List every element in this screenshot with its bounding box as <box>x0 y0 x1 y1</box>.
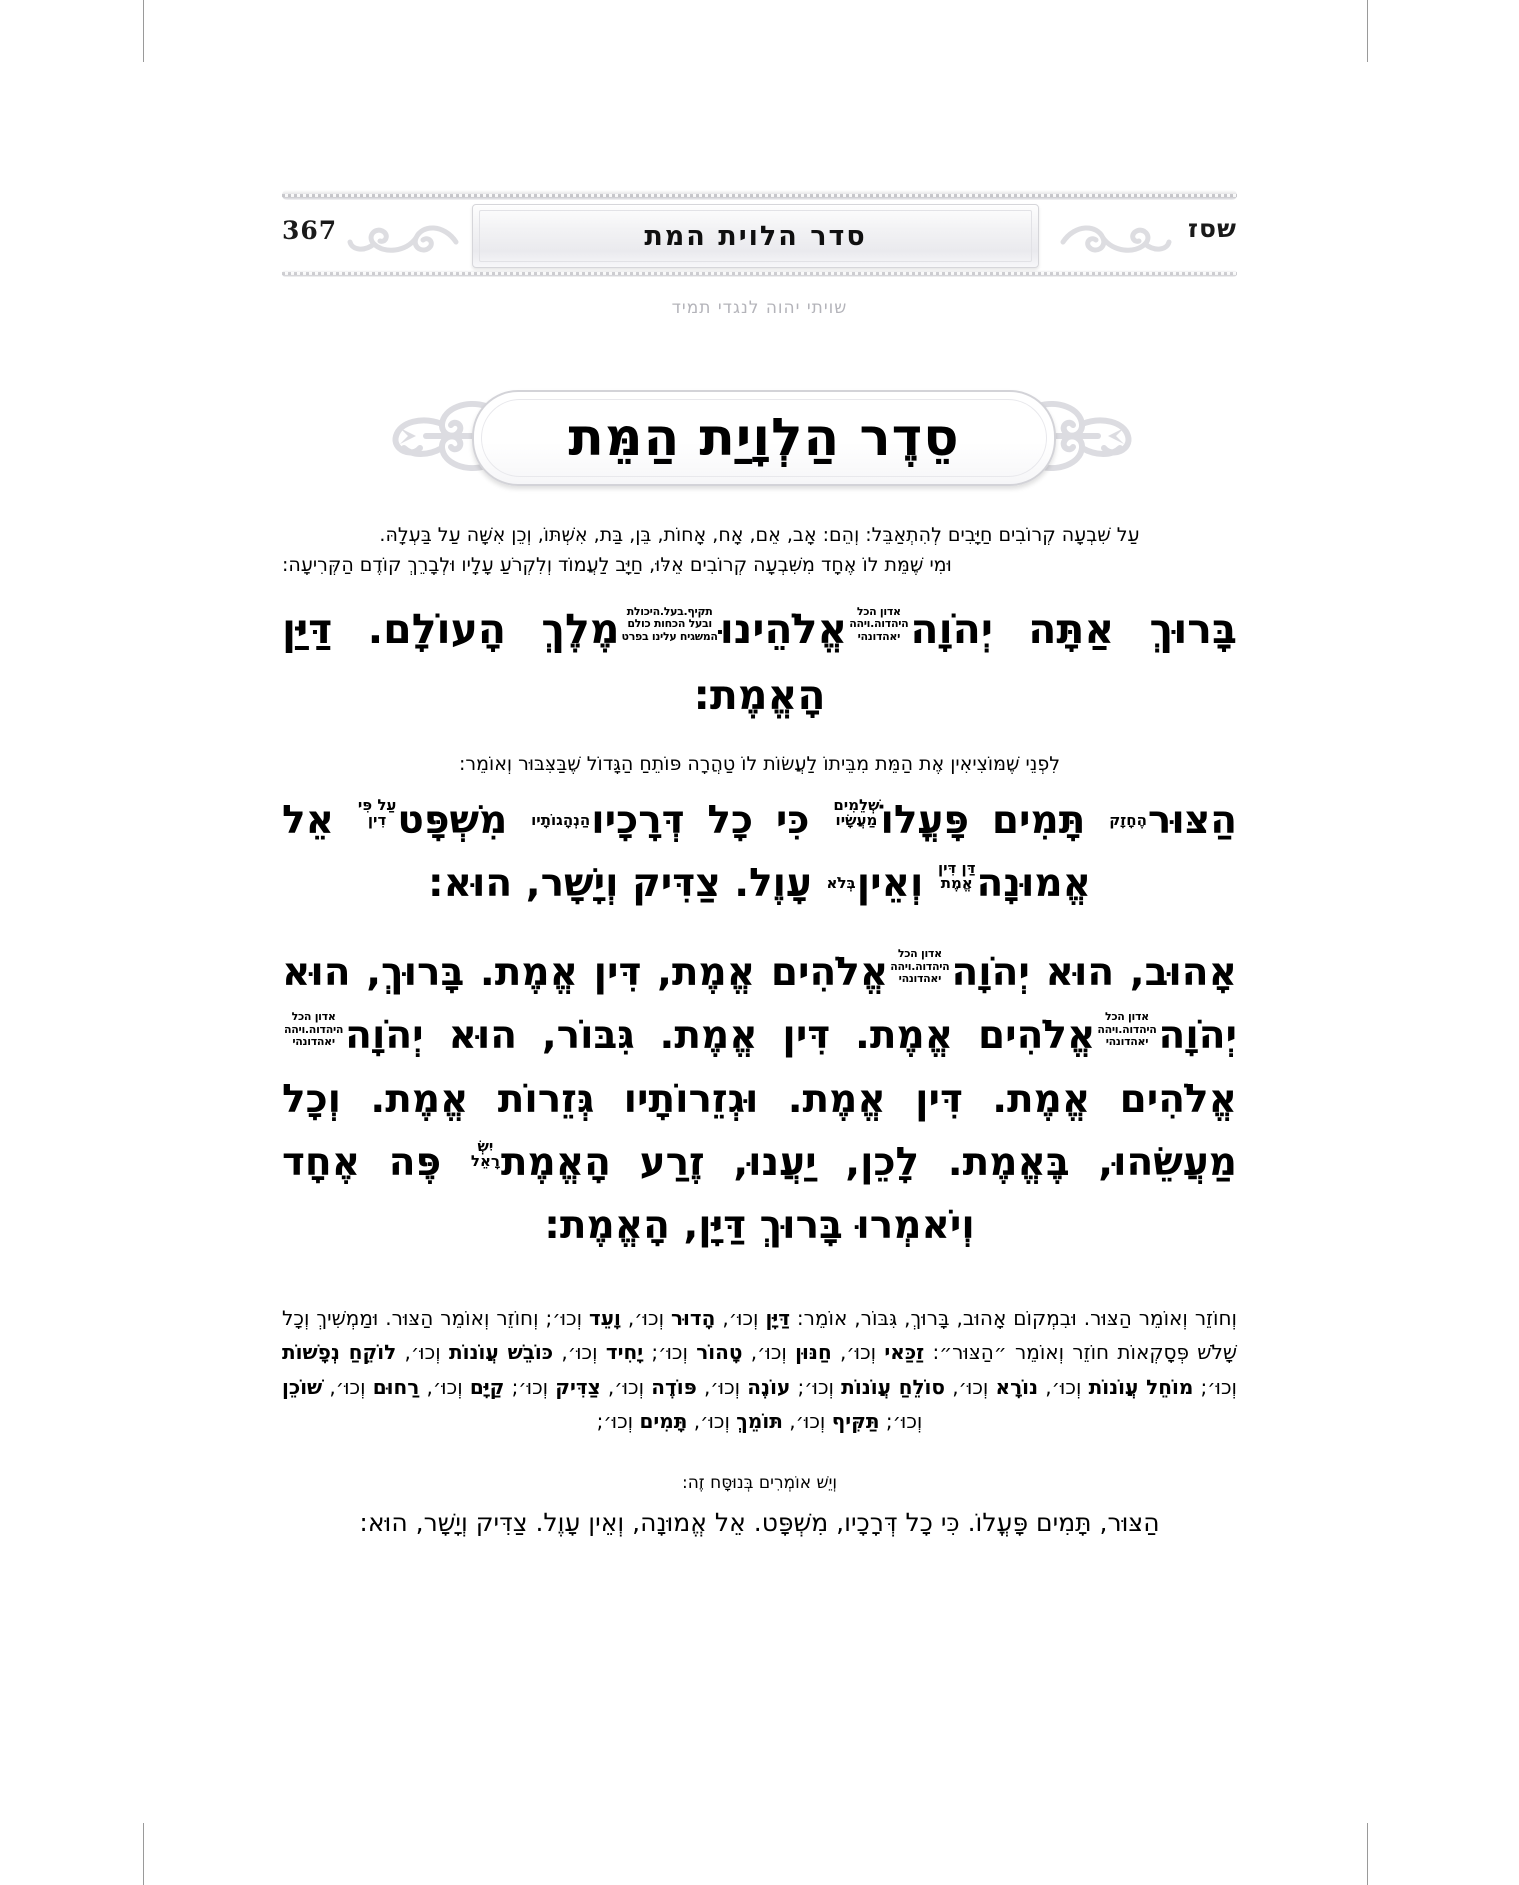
gloss-line-2: דִין <box>367 810 387 829</box>
commentary-keyword-yachid: יָחִיד <box>605 1340 644 1365</box>
commentary-text-19: וְכוּ׳; <box>879 1409 923 1434</box>
kavanah-line-3: המשגיח עלינו בפרט <box>621 629 718 643</box>
gloss-al-pi-din <box>357 795 397 829</box>
gloss-dan-din-emet <box>937 858 976 892</box>
kavanah-line-1: אדון הכל <box>856 605 901 619</box>
commentary-keyword-chanun: חַנּוּן <box>795 1340 832 1365</box>
page-title: סֵדֶר הַלְוָיַת הַמֵּת <box>568 408 960 468</box>
ahuv-segment-2: אֱלֹהִים אֱמֶת, דִּין אֱמֶת. בָּרוּךְ, הוּא יְהֹוָה <box>282 950 1237 1059</box>
gloss-hanhagotav: הַנְהָגוֹתָיו <box>531 810 591 829</box>
blessing-part-2: אֱלֹהֵינוּ <box>719 605 848 654</box>
commentary-text-8: וְכוּ׳, <box>553 1340 606 1365</box>
header-flourish-right-icon <box>1055 212 1175 260</box>
kavanah-shem-2 <box>1097 1011 1156 1048</box>
commentary-keyword-soleach: סוֹלֵחַ עֲוֹנוֹת <box>841 1374 946 1399</box>
commentary-keyword-zakai: זַכַּאי <box>884 1340 925 1365</box>
running-head-title: סדר הלוית המת <box>644 220 867 252</box>
hatzur-word-7: עָוֶל. צַדִּיק וְיָשָׁר, הוּא: <box>428 861 812 907</box>
hatzur-word-4: מִשְׁפָּט <box>397 797 508 843</box>
intro-rubric-line-1: עַל שִׁבְעָה קְרוֹבִים חַיָּבִים לְהִתְאַבֵּל: וְהֵם: אָב, אֵם, אָח, אָחוֹת, בֵּן, בַּת, אִשְׁתּוֹ, וְכֵן אִשָּׁה עַל בַּעְלָהּ. <box>379 524 1140 546</box>
commentary-text-2: וְכוּ׳, <box>715 1306 766 1331</box>
header-flourish-left-icon <box>344 212 464 260</box>
kavanah-shem-3 <box>284 1011 343 1048</box>
section-title-banner <box>382 382 1142 492</box>
commentary-keyword-tomech: תּוֹמֵךְ <box>736 1409 783 1434</box>
hatzur-word-3: כִּי כָל דְּרָכָיו <box>591 797 810 843</box>
commentary-text-21: וְכוּ׳, <box>687 1409 737 1434</box>
running-head-plate <box>472 204 1039 268</box>
gloss-line-1: שְׁלֵמִים <box>833 795 880 814</box>
commentary-keyword-kovesh: כּוֹבֵשׁ עֲוֹנוֹת <box>448 1340 554 1365</box>
alt-nusach-text: הַצּוּר, תָּמִים פָּעֳלוֹ. כִּי כָל דְּרָכָיו, מִשְׁפָּט. אֵל אֱמוּנָה, וְאֵין עָוֶל. צַדִּיק וְיָשָׁר, הוּא: <box>359 1507 1160 1537</box>
gloss-line-2: רָאֵל <box>470 1152 500 1171</box>
gloss-yisrael <box>471 1139 500 1170</box>
commentary-text-1: וְחוֹזֵר וְאוֹמֵר הַצּוּר. וּבִמְקוֹם אָהוּב, בָּרוּךְ, גִּבּוֹר, אוֹמֵר: <box>789 1306 1237 1331</box>
kavanah-shem-1 <box>890 948 949 985</box>
gloss-line-2: אֱמֶת <box>940 873 973 892</box>
commentary-text-6: וְכוּ׳, <box>742 1340 796 1365</box>
commentary-text-14: וְכוּ׳, <box>696 1374 748 1399</box>
kavanah-line-2: היהדוה.ויהה <box>849 617 909 631</box>
ahuv-segment-1: אָהוּב, הוּא יְהֹוָה <box>951 950 1237 996</box>
kavanah-shem-hashem <box>849 606 908 643</box>
tzur-rubric: לִפְנֵי שֶׁמּוֹצִיאִין אֶת הַמֵּת מִבֵּיתוֹ לַעֲשׂוֹת לוֹ טַהֲרָה פּוֹתֵחַ הַגָּדוֹל שֶׁבַּצִּבּוּר וְאוֹמֵר: <box>458 752 1060 775</box>
ahuv-segment-3: אֱלֹהִים אֱמֶת. דִּין אֱמֶת. גִּבּוֹר, הוּא יְהֹוָה <box>345 1013 1096 1059</box>
body-column <box>282 520 1237 1543</box>
commentary-text-16: וְכוּ׳; <box>504 1374 556 1399</box>
kavanah-line-1: אדון הכל <box>897 947 942 961</box>
kavanah-line-1: אדון הכל <box>1104 1010 1149 1024</box>
commentary-keyword-podeh: פּוֹדֶה <box>651 1374 697 1399</box>
gloss-line-1: עַל פִּי <box>357 795 397 814</box>
commentary-keyword-vaed: וָעֵד <box>589 1306 621 1331</box>
kavanah-line-2: היהדוה.ויהה <box>1097 1022 1157 1036</box>
gloss-line-1: יִשְׂ <box>477 1137 494 1156</box>
commentary-keyword-takif: תַּקִּיף <box>831 1409 880 1434</box>
commentary-keyword-rachum: רַחוּם <box>372 1374 420 1399</box>
blessing-dayan-haemet <box>282 596 1237 729</box>
commentary-text-7: וְכוּ׳; <box>643 1340 697 1365</box>
kavanah-elohenu <box>622 606 718 643</box>
kavanah-line-3: יאהדונהי <box>292 1035 335 1049</box>
intro-rubric-line-2: וּמִי שֶׁמֵּת לוֹ אֶחָד מִשִּׁבְעָה קְרוֹבִים אֵלּוּ, חַיָּב לַעֲמוֹד וְלִקְרֹעַ עָלָיו וּלְבָרֵךְ קוֹדֶם הַקְּרִיעָה: <box>282 554 952 577</box>
gloss-line-1: דַּן דִּין <box>937 858 976 877</box>
prayer-hatzur <box>282 789 1237 915</box>
kavanah-line-2: היהדוה.ויהה <box>890 959 950 973</box>
page-content <box>282 0 1237 1885</box>
commentary-keyword-lokeach: לוֹקֵחַ נְפָשׁוֹת <box>282 1340 397 1365</box>
blessing-part-1: בָּרוּךְ אַתָּה יְהֹוָה <box>910 605 1237 654</box>
kavanah-line-2: ובעל הכחות כולם <box>627 617 712 631</box>
header-rule-top <box>282 190 1237 200</box>
commentary-text-20: וְכוּ׳, <box>782 1409 832 1434</box>
commentary-text-11: וְכוּ׳, <box>1038 1374 1089 1399</box>
commentary-text-17: וְכוּ׳, <box>419 1374 470 1399</box>
commentary-keyword-dayan: דַּיָּן <box>765 1306 790 1331</box>
commentary-keyword-shochen: שׁוֹכֵן <box>282 1374 323 1399</box>
kavanah-line-1: תקיף.בעל.היכולת <box>626 605 713 619</box>
commentary-text-15: וְכוּ׳, <box>600 1374 652 1399</box>
commentary-keyword-hadur: הָדוּר <box>670 1306 716 1331</box>
commentary-keyword-oneh: עוֹנֶה <box>747 1374 791 1399</box>
commentary-text-13: וְכוּ׳; <box>790 1374 842 1399</box>
commentary-keyword-nora: נוֹרָא <box>995 1374 1039 1399</box>
section-title-plate <box>472 390 1056 486</box>
kavanah-line-3: יאהדונהי <box>1105 1035 1149 1049</box>
gloss-belo: בְּלֹא <box>826 873 856 892</box>
crop-mark-bottom-left <box>143 1823 144 1885</box>
kavanah-line-1: אדון הכל <box>291 1010 336 1024</box>
commentary-keyword-tamim: תָּמִים <box>639 1409 688 1434</box>
gloss-hechazak: הֶחָזָק <box>1109 810 1147 829</box>
commentary-text-12: וְכוּ׳, <box>945 1374 996 1399</box>
blessing-part-3: מֶלֶךְ הָעוֹלָם. דַּיַּן הָאֱמֶת: <box>282 605 826 720</box>
hatzur-word-5: אֵל אֱמוּנָה <box>282 797 1091 907</box>
commentary-keyword-mochel: מוֹחֵל עֲוֹנוֹת <box>1088 1374 1194 1399</box>
page-number-hebrew: שסז <box>1188 214 1237 243</box>
commentary-keyword-tzadik: צַדִּיק <box>555 1374 601 1399</box>
hatzur-word-2: תָּמִים פָּעֳלוֹ <box>880 797 1086 843</box>
header-rule-bottom <box>282 270 1237 277</box>
commentary-paragraph <box>282 1301 1237 1439</box>
commentary-text-18: וְכוּ׳, <box>322 1374 373 1399</box>
crop-mark-bottom-right <box>1367 1823 1368 1885</box>
commentary-text-3: וְכוּ׳, <box>620 1306 671 1331</box>
crop-mark-top-right <box>1367 0 1368 62</box>
prayer-ahuv <box>282 941 1237 1257</box>
kavanah-line-3: יאהדונהי <box>857 629 901 643</box>
running-head <box>282 190 1237 280</box>
commentary-keyword-tahor: טָהוֹר <box>696 1340 743 1365</box>
alt-nusach-note: וְיֵשׁ אוֹמְרִים בְּנוּסָּח זֶה: <box>681 1472 838 1493</box>
crop-mark-top-left <box>143 0 144 62</box>
ahuv-segment-4: אֱלֹהִים אֱמֶת. דִּין אֱמֶת. וּגְזֵרוֹתָיו גְּזֵרוֹת אֱמֶת. וְכָל מַעֲשֵׂהוּ, בֶּאֱמֶת. לָכֵן, יַעֲנוּ, זֶרַע הָאֱמֶת <box>282 1076 1238 1185</box>
gloss-line-2: מַעֲשָׂיו <box>835 810 878 829</box>
hatzur-word-6: וְאֵין <box>856 861 924 907</box>
kavanah-line-2: היהדוה.ויהה <box>284 1022 344 1036</box>
commentary-text-5: וְכוּ׳, <box>831 1340 885 1365</box>
commentary-text-9: וְכוּ׳, <box>396 1340 449 1365</box>
commentary-text-22: וְכוּ׳; <box>596 1409 640 1434</box>
shiviti-line: שויתי יהוה לנגדי תמיד <box>671 298 848 318</box>
page-number-latin: 367 <box>282 216 338 245</box>
hatzur-word-1: הַצּוּר <box>1147 797 1238 843</box>
ahuv-segment-5: פֶּה אֶחָד וְיֹאמְרוּ בָּרוּךְ דַּיָּן, הָאֱמֶת: <box>282 1139 975 1248</box>
commentary-text-4: וְכוּ׳; וְחוֹזֵר וְאוֹמֵר הַצּוּר. וּמַמְשִׁיךְ וְכָל שָׁלֹשׁ פְּסָקְאוֹת חוֹזֵר וְאוֹמֵר ״הַצּוּר״: <box>282 1306 1237 1365</box>
kavanah-line-3: יאהדונהי <box>898 971 942 985</box>
commentary-text-10: וְכוּ׳; <box>1193 1374 1238 1399</box>
commentary-keyword-kayam: קַיָּם <box>469 1374 505 1399</box>
gloss-shleimim-maasav <box>833 795 880 829</box>
